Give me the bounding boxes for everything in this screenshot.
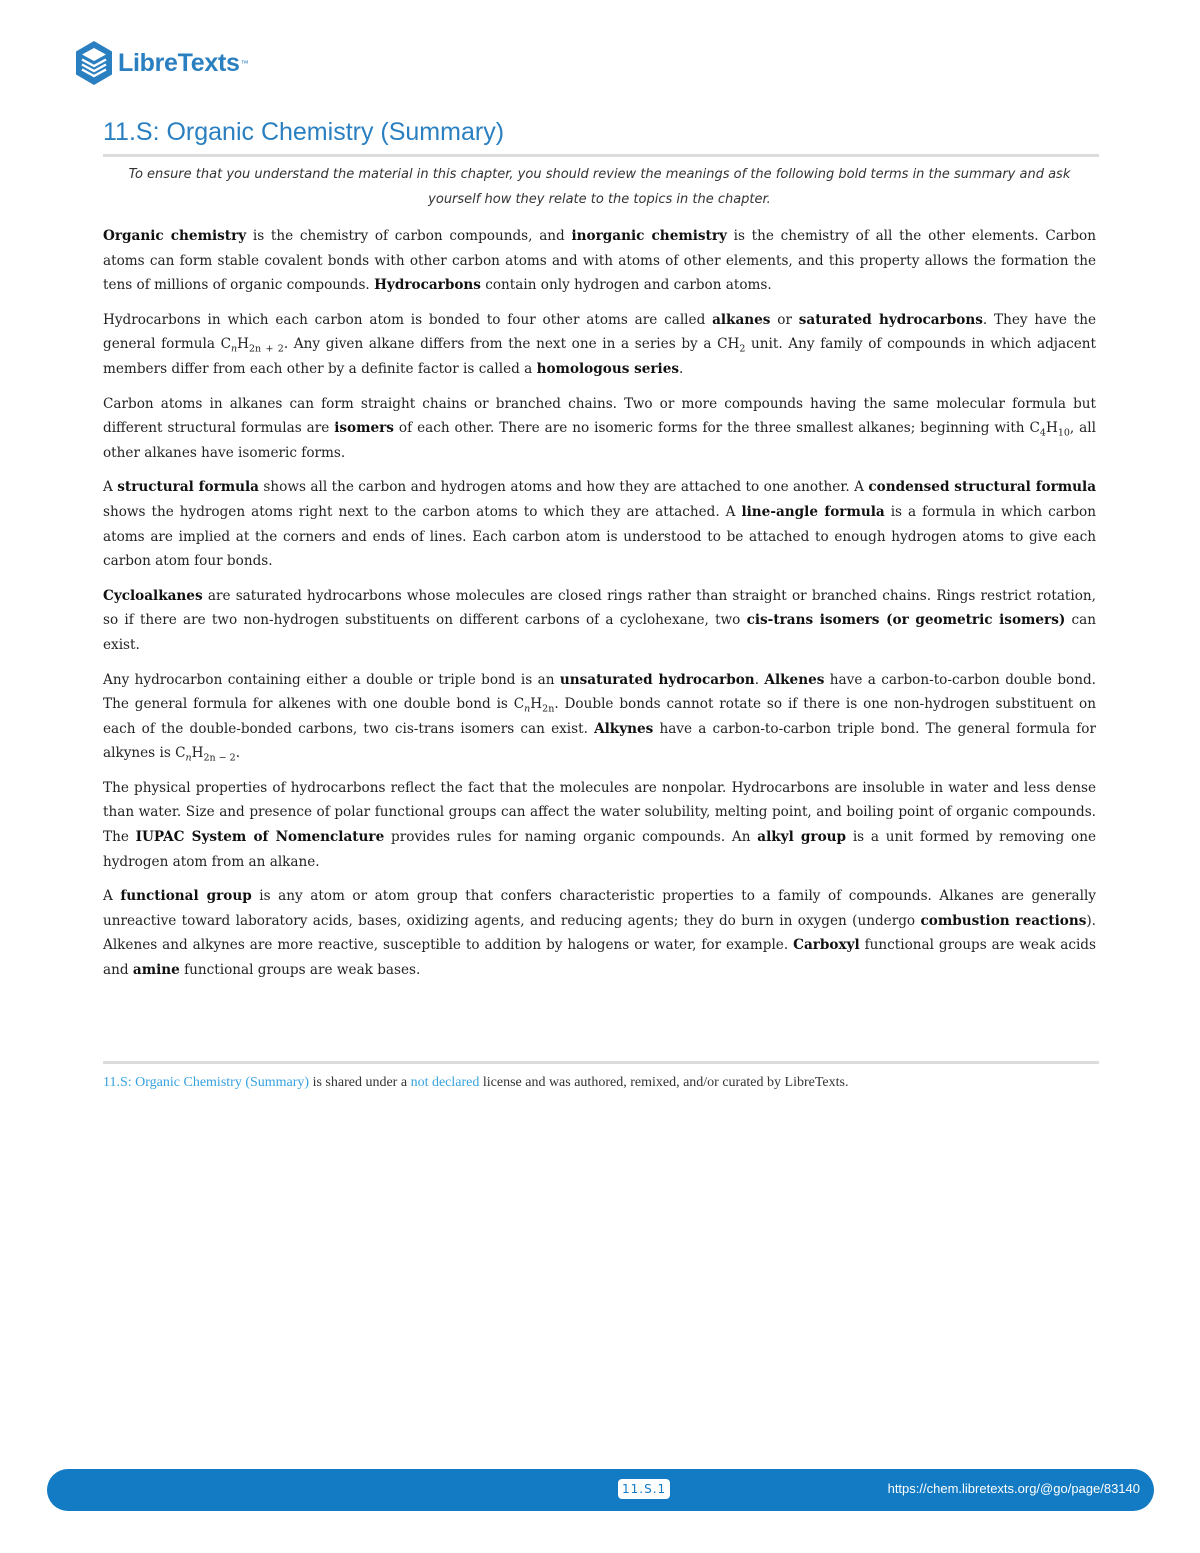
- summary-content: [103, 162, 1096, 993]
- libretexts-logo-icon: [74, 40, 114, 86]
- bold-term: IUPAC System of Nomenclature: [135, 829, 385, 846]
- bold-term: alkanes: [712, 311, 771, 328]
- text-run: . They have the general formula C: [103, 311, 1097, 353]
- text-run: A: [103, 479, 118, 496]
- subscript: n: [524, 703, 531, 715]
- summary-paragraph: [103, 475, 1096, 573]
- subscript: n: [185, 753, 192, 764]
- summary-paragraph: [103, 308, 1096, 382]
- libretexts-logo[interactable]: [74, 40, 249, 86]
- text-run: shows all the carbon and hydrogen atoms and how they are attached to one another. A: [258, 479, 869, 496]
- text-run: provides rules for naming organic compounds. An: [384, 829, 758, 846]
- license-notice: [103, 1075, 1098, 1091]
- bold-term: isomers: [334, 420, 394, 437]
- bold-term: Alkenes: [764, 671, 825, 688]
- bold-term: Cycloalkanes: [103, 587, 203, 604]
- text-run: H: [191, 745, 204, 762]
- text-run: functional groups are weak bases.: [179, 962, 421, 979]
- bold-term: condensed structural formula: [868, 479, 1097, 496]
- subscript: n: [231, 344, 238, 356]
- footer-url-link[interactable]: https://chem.libretexts.org/@go/page/83140: [887, 1481, 1140, 1496]
- bold-term: Organic chemistry: [103, 228, 247, 244]
- bold-term: structural formula: [117, 479, 259, 496]
- text-run: is a unit formed by removing one hydrogen atom from an alkane.: [103, 829, 1096, 870]
- bold-term: Hydrocarbons: [374, 277, 481, 294]
- bold-term: unsaturated hydrocarbon: [559, 671, 755, 688]
- page-title: 11.S: Organic Chemistry (Summary): [103, 118, 505, 146]
- text-run: .: [754, 671, 765, 688]
- text-run: or: [770, 311, 799, 328]
- subscript: 2n + 2: [248, 344, 284, 356]
- summary-paragraph: [103, 392, 1096, 466]
- bold-term: cis-trans isomers (or geometric isomers): [746, 612, 1066, 629]
- text-run: of each other. There are no isomeric forms for the three smallest alkanes; beginning with C: [393, 420, 1040, 437]
- text-run: , all other alkanes have isomeric forms.: [103, 420, 1096, 461]
- page-footer: [47, 1469, 1154, 1511]
- bold-term: Carboxyl: [793, 937, 860, 954]
- subscript: 2n − 2: [203, 753, 236, 764]
- summary-paragraph: [103, 776, 1096, 874]
- bold-term: homologous series: [536, 360, 680, 377]
- text-run: have a carbon-to-carbon double bond. The general formula for alkenes with one double bond is C: [103, 671, 1096, 713]
- text-run: . Any given alkane differs from the next one in a series by a CH: [283, 336, 740, 353]
- text-run: unit. Any family of compounds in which adjacent members differ from each other by a definite factor is called a: [103, 336, 1096, 377]
- subscript: 4: [1039, 427, 1046, 439]
- title-divider: [103, 154, 1099, 157]
- license-divider: [103, 1061, 1099, 1064]
- text-run: are saturated hydrocarbons whose molecules are closed rings rather than straight or branched chains. Rings restrict rotation, so if there are two non-hydrogen substituents on different carbons of a cyclohexane, two: [103, 587, 1096, 629]
- text-run: ). Alkenes and alkynes are more reactive, susceptible to addition by halogens or water, for example.: [103, 912, 1096, 954]
- bold-term: saturated hydrocarbons: [798, 311, 983, 328]
- text-run: H: [1045, 420, 1058, 437]
- text-run: shows the hydrogen atoms right next to the carbon atoms to which they are attached. A: [103, 503, 742, 520]
- summary-paragraph: [103, 668, 1096, 766]
- page-title-link[interactable]: 11.S: Organic Chemistry (Summary): [103, 1075, 310, 1090]
- license-link[interactable]: not declared: [410, 1075, 480, 1090]
- text-run: is a formula in which carbon atoms are implied at the corners and ends of lines. Each carbon atom is understood to be attached to enough hydrogen atoms to give each carbon atom four bonds.: [103, 503, 1096, 570]
- bold-term: Alkynes: [594, 720, 654, 737]
- text-run: .: [679, 360, 684, 377]
- text-run: contain only hydrogen and carbon atoms.: [480, 277, 772, 294]
- summary-paragraph: [103, 584, 1096, 658]
- license-text-2: license and was authored, remixed, and/or curated by LibreTexts.: [479, 1075, 849, 1090]
- intro-note: To ensure that you understand the material in this chapter, you should review the meanings of the following bold terms in the summary and ask yourself how they relate to the topics in the chapter.: [128, 167, 1071, 207]
- subscript: 2: [739, 344, 746, 356]
- text-run: Any hydrocarbon containing either a double or triple bond is an: [103, 671, 560, 688]
- subscript: 2n: [542, 703, 555, 715]
- summary-paragraph: [103, 224, 1096, 298]
- bold-term: combustion reactions: [920, 912, 1087, 929]
- text-run: . Double bonds cannot rotate so if there is one non-hydrogen substituent on each of the double-bonded carbons, two cis-trans isomers can exist.: [103, 696, 1096, 737]
- text-run: can exist.: [103, 612, 1096, 653]
- brand-name: LibreTexts: [118, 48, 240, 77]
- bold-term: line-angle formula: [741, 503, 885, 520]
- text-run: is the chemistry of all the other elements. Carbon atoms can form stable covalent bonds with other carbon atoms and with atoms of other elements, and this property allows the formation the tens of millions of organic compounds.: [103, 228, 1096, 294]
- text-run: is the chemistry of carbon compounds, and: [246, 228, 572, 244]
- summary-paragraph: [103, 884, 1096, 982]
- text-run: is any atom or atom group that confers characteristic properties to a family of compounds. Alkanes are generally unreactive toward laboratory acids, bases, oxidizing agents, and reducing agents; they do burn in oxygen (undergo: [103, 888, 1096, 929]
- text-run: H: [237, 336, 249, 353]
- text-run: The physical properties of hydrocarbons reflect the fact that the molecules are nonpolar. Hydrocarbons are insoluble in water and less dense than water. Size and presence of polar functional groups can affect the water solubility, melting point, and boiling point of organic compounds. The: [103, 779, 1096, 846]
- text-run: have a carbon-to-carbon triple bond. The general formula for alkynes is C: [103, 720, 1096, 762]
- bold-term: amine: [132, 962, 180, 979]
- summary-paragraphs: [103, 224, 1096, 983]
- bold-term: alkyl group: [757, 829, 847, 846]
- bold-term: inorganic chemistry: [571, 228, 727, 244]
- text-run: H: [530, 696, 543, 713]
- page-number: 11.S.1: [618, 1479, 670, 1499]
- text-run: A: [103, 888, 121, 905]
- brand-trademark: ™: [240, 58, 249, 68]
- text-run: functional groups are weak acids and: [103, 937, 1096, 979]
- text-run: Hydrocarbons in which each carbon atom is bonded to four other atoms are called: [103, 311, 713, 328]
- text-run: Carbon atoms in alkanes can form straight chains or branched chains. Two or more compounds having the same molecular formula but different structural formulas are: [103, 395, 1096, 437]
- text-run: .: [235, 745, 241, 762]
- subscript: 10: [1057, 427, 1070, 439]
- license-text-1: is shared under a: [309, 1075, 411, 1090]
- bold-term: functional group: [120, 888, 252, 905]
